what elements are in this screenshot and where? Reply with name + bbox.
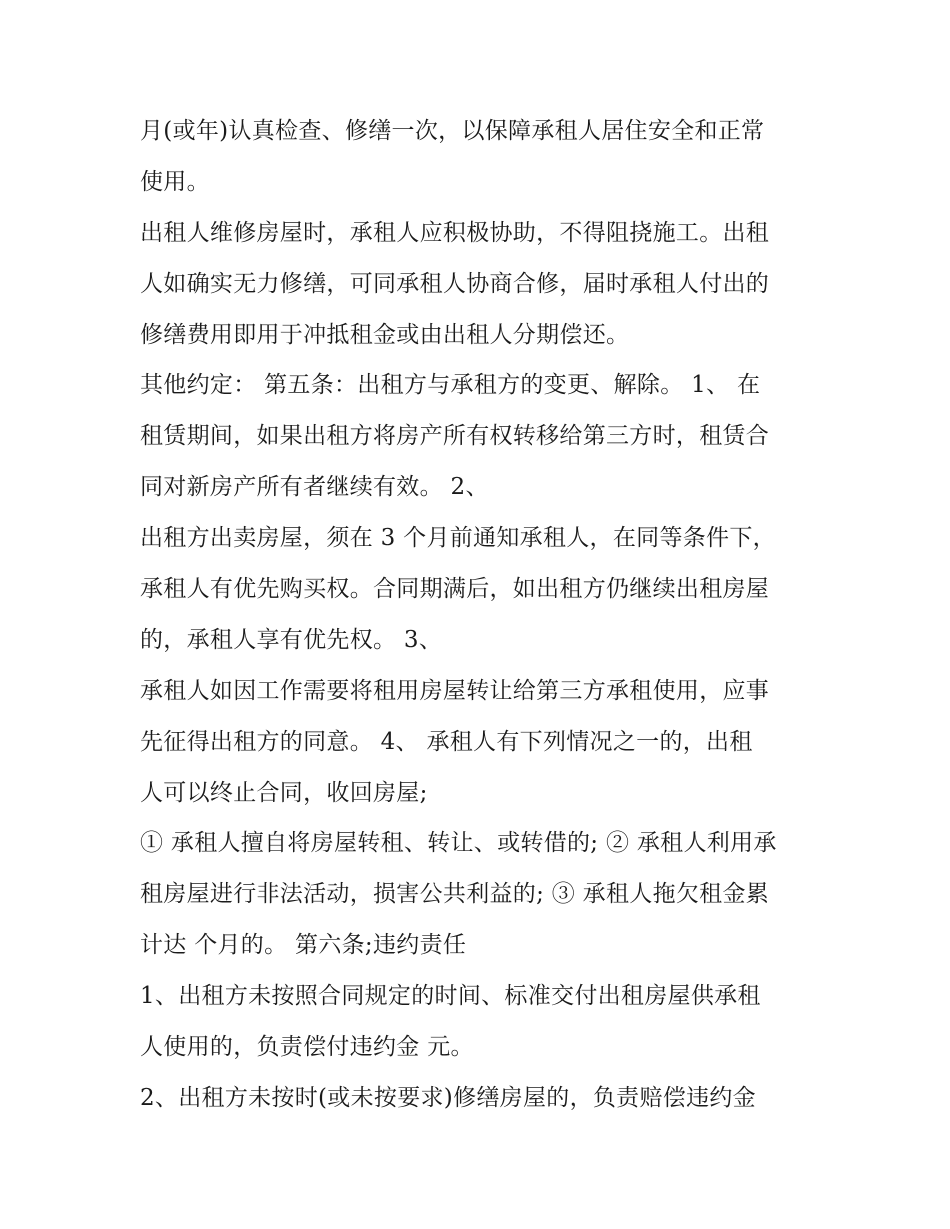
text-line: 修缮费用即用于冲抵租金或由出租人分期偿还。 [140, 321, 630, 348]
text-line: 人如确实无力修缮，可同承租人协商合修，届时承租人付出的 [140, 270, 770, 297]
text-line: 租赁期间，如果出租方将房产所有权转移给第三方时，租赁合 [140, 423, 770, 450]
text-line: 出租方出卖房屋，须在 3 个月前通知承租人，在同等条件下， [140, 525, 776, 552]
text-line: 计达 个月的。 第六条;违约责任 [140, 932, 467, 959]
text-line: 承租人如因工作需要将租用房屋转让给第三方承租使用，应事 [140, 677, 770, 704]
text-line: 先征得出租方的同意。 4、 承租人有下列情况之一的，出租 [140, 728, 753, 755]
text-line: 人可以终止合同，收回房屋; [140, 779, 428, 806]
text-line: 使用。 [140, 168, 210, 195]
text-line: 1、出租方未按照合同规定的时间、标准交付出租房屋供承租 [140, 983, 761, 1010]
text-line: 人使用的，负责偿付违约金 元。 [140, 1034, 474, 1061]
text-line: 其他约定： 第五条：出租方与承租方的变更、解除。 1、 在 [140, 372, 761, 399]
text-line: 出租人维修房屋时，承租人应积极协助，不得阻挠施工。出租 [140, 219, 770, 246]
document-body [140, 106, 830, 1124]
text-line: 的，承租人享有优先权。 3、 [140, 626, 443, 653]
text-line: 租房屋进行非法活动，损害公共利益的; ③ 承租人拖欠租金累 [140, 881, 770, 908]
text-line: 2、出租方未按时(或未按要求)修缮房屋的，负责赔偿违约金 [140, 1084, 756, 1111]
text-line: ① 承租人擅自将房屋转租、转让、或转借的; ② 承租人利用承 [140, 830, 777, 857]
text-line: 同对新房产所有者继续有效。 2、 [140, 474, 489, 501]
text-line: 月(或年)认真检查、修缮一次，以保障承租人居住安全和正常 [140, 118, 765, 144]
text-line: 承租人有优先购买权。合同期满后，如出租方仍继续出租房屋 [140, 576, 770, 603]
